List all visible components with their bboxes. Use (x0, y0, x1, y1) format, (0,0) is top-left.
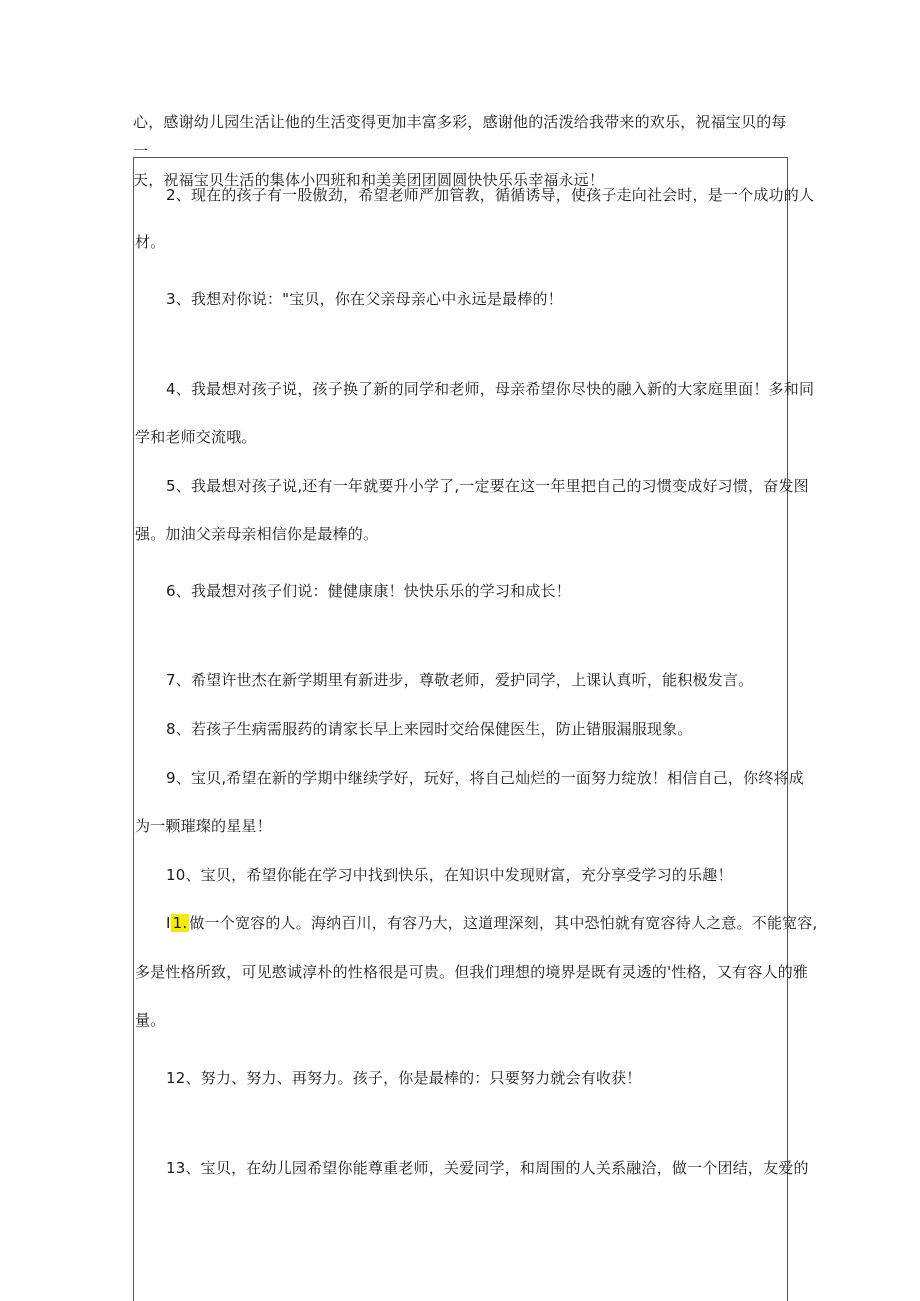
item-11-number-highlight: 1. (172, 914, 188, 932)
item-6-line-1: 6、我最想对孩子们说：健健康康！快快乐乐的学习和成长！ (166, 582, 571, 600)
item-11-number-prefix: I (166, 914, 171, 932)
item-4-line-2: 学和老师交流哦。 (135, 428, 257, 446)
item-5-line-2: 强。加油父亲母亲相信你是最棒的。 (135, 525, 379, 543)
item-9-line-1: 9、宝贝,希望在新的学期中继续学好，玩好，将自己灿烂的一面努力绽放！相信自己，你终将成 (166, 769, 804, 787)
item-2-line-2: 材。 (135, 233, 166, 251)
item-13-line-1: 13、宝贝，在幼儿园希望你能尊重老师，关爱同学，和周围的人关系融洽，做一个团结，友爱的 (166, 1159, 809, 1177)
item-9-line-2: 为一颗璀璨的星星！ (135, 817, 272, 835)
item-11-line-3: 量。 (135, 1011, 166, 1029)
item-7-line-1: 7、希望许世杰在新学期里有新进步，尊敬老师，爱护同学，上课认真听，能积极发言。 (166, 671, 754, 689)
intro-line-1: 心，感谢幼儿园生活让他的生活变得更加丰富多彩，感谢他的活泼给我带来的欢乐，祝福宝贝的每一 (133, 113, 787, 160)
item-12-line-1: 12、努力、努力、再努力。孩子，你是最棒的：只要努力就会有收获！ (166, 1069, 642, 1087)
item-11-line-1 (166, 912, 818, 933)
item-11-line-1-text: 做一个宽容的人。海纳百川，有容乃大，这道理深刻，其中恐怕就有宽容待人之意。不能宽容, (189, 914, 818, 932)
intro-line-2: 天，祝福宝贝生活的集体小四班和和美美团团圆圆快快乐乐幸福永远！ (133, 171, 605, 189)
item-11-line-2: 多是性格所致，可见憨诚淳朴的性格很是可贵。但我们理想的境界是既有灵透的'性格，又有容人的雅 (135, 963, 809, 981)
item-3-line-1: 3、我想对你说："宝贝，你在父亲母亲心中永远是最棒的！ (166, 290, 563, 308)
item-5-line-1: 5、我最想对孩子说,还有一年就要升小学了,一定要在这一年里把自己的习惯变成好习惯，奋发图 (166, 477, 809, 495)
item-10-line-1: 10、宝贝，希望你能在学习中找到快乐，在知识中发现财富，充分享受学习的乐趣！ (166, 866, 733, 884)
item-4-line-1: 4、我最想对孩子说，孩子换了新的同学和老师，母亲希望你尽快的融入新的大家庭里面！多和同 (166, 380, 815, 398)
item-2-line-1: 2、现在的孩子有一股傲劲，希望老师严加管教，循循诱导，使孩子走向社会时，是一个成功的人 (166, 186, 815, 204)
item-8-line-1: 8、若孩子生病需服药的请家长早上来园时交给保健医生，防止错服漏服现象。 (166, 720, 693, 738)
